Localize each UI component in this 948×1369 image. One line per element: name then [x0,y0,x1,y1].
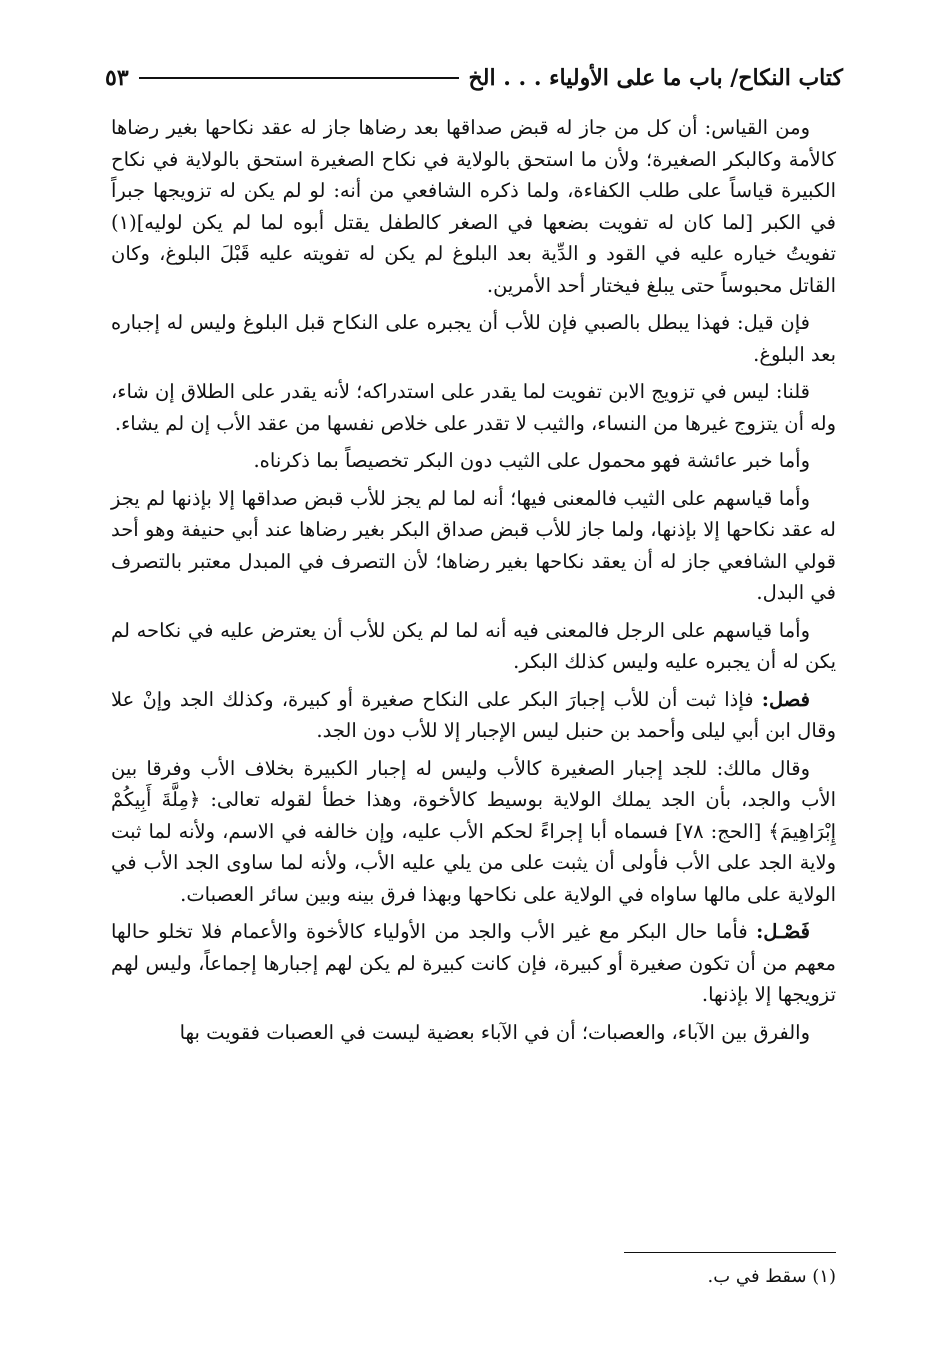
paragraph-text: والفرق بين الآباء، والعصبات؛ أن في الآباء بعضية ليست في العصبات فقويت بها [179,1020,810,1044]
footnote: (١) سقط في ب. [707,1266,836,1287]
paragraph-fasl-1 [111,684,836,747]
paragraph-text: وأما قياسهم على الثيب فالمعنى فيها؛ أنه لما لم يجز للأب قبض صداقها إلا بإذنها لم يجز له عقد نكاحها إلا بإذنها، ولما جاز للأب قبض صداق البكر بغير رضاها عند أبي حنيفة وهو أحد قولي الشافعي جاز له أن يعقد نكاحها بغير رضاها؛ لأن التصرف في المبدل معتبر بالتصرف في البدل. [111,486,836,604]
paragraph-text: وأما خبر عائشة فهو محمول على الثيب دون البكر تخصيصاً بما ذكرناه. [253,449,810,472]
header-title: كتاب النكاح/ باب ما على الأولياء . . . الخ [468,65,843,91]
paragraph-objection [111,307,836,370]
main-text [111,112,836,1054]
section-heading: فصل: [761,687,810,711]
page-number: ٥٣ [105,65,129,91]
paragraph-fasl-2 [111,916,836,1011]
paragraph-aisha [111,445,836,477]
running-header [105,58,843,98]
section-heading: فَصْـل: [756,920,811,943]
paragraph-text: فإن قيل: فهذا يبطل بالصبي فإن للأب أن يجبره على النكاح قبل البلوغ وليس له إجباره بعد البلوغ. [111,311,836,366]
paragraph-qiyas [111,112,836,301]
paragraph-farq [111,1017,836,1049]
paragraph-text: فإذا ثبت أن للأب إجبارَ البكر على النكاح صغيرة أو كبيرة، وكذلك الجد وإنْ علا وقال ابن أبي ليلى وأحمد بن حنبل ليس الإجبار إلا للأب دون الجد. [111,687,836,742]
paragraph-malik [111,753,836,911]
paragraph-text: ومن القياس: أن كل من جاز له قبض صداقها بعد رضاها جاز له عقد نكاحها بغير رضاها كالأمة وكالبكر الصغيرة؛ ولأن ما استحق بالولاية في نكاح الصغيرة استحق بالولاية في نكاح الكبيرة قياساً على طلب الكفاءة، ولما ذكره الشافعي من أنه: لو لم يكن له تزويجها جبراً في الكبر [لما كان له تفويت بضعها في الصغر كالطفل يقتل أبوه لما لم يكن لوليه](١) تفويتُ خياره عليه في القود و الدِّية بعد البلوغ لم يكن له تفويته عليه قَبْلَ البلوغ، وكان القاتل محبوساً حتى يبلغ فيختار أحد الأمرين. [111,116,836,297]
paragraph-thayyib [111,483,836,609]
paragraph-text: وأما قياسهم على الرجل فالمعنى فيه أنه لما لم يكن للأب أن يعترض عليه في نكاحه لم يكن له أن يجبره عليه وليس كذلك البكر. [111,618,836,673]
paragraph-text: قلنا: ليس في تزويج الابن تفويت لما يقدر على استدراكه؛ لأنه يقدر على الطلاق إن شاء، وله أن يتزوج غيرها من النساء، والثيب لا تقدر على خلاص نفسها من عقد الأب إن لم يشاء. [111,380,836,435]
paragraph-reply [111,376,836,439]
paragraph-rajul [111,615,836,678]
header-rule [139,77,459,79]
paragraph-text: وقال مالك: للجد إجبار الصغيرة كالأب وليس له إجبار الكبيرة بخلاف الأب وفرقا بين الأب والجد، بأن الجد يملك الولاية بوسيط كالأخوة، وهذا خطأ لقوله تعالى: ﴿مِلَّةَ أَبِيكُمْ إِبْرَاهِيمَ﴾ [الحج: ٧٨] فسماه أبا إجراءً لحكم الأب عليه، وإن خالفه في الاسم، ولأنه لما ثبت ولاية الجد على الأب فأولى أن يثبت على من يلي عليه الأب، ولأنه لما ساوى الجد الأب في الولاية على مالها ساواه في الولاية على نكاحها وبهذا فرق بينه وبين سائر العصبات. [111,756,837,906]
footnote-rule [624,1252,836,1253]
paragraph-text: فأما حال البكر مع غير الأب والجد من الأولياء كالأخوة والأعمام فلا تخلو حالها معهم من أن تكون صغيرة أو كبيرة، فإن كانت كبيرة لم يكن لهم إجبارها إجماعاً، وليس لهم تزويجها إلا بإذنها. [111,920,836,1006]
